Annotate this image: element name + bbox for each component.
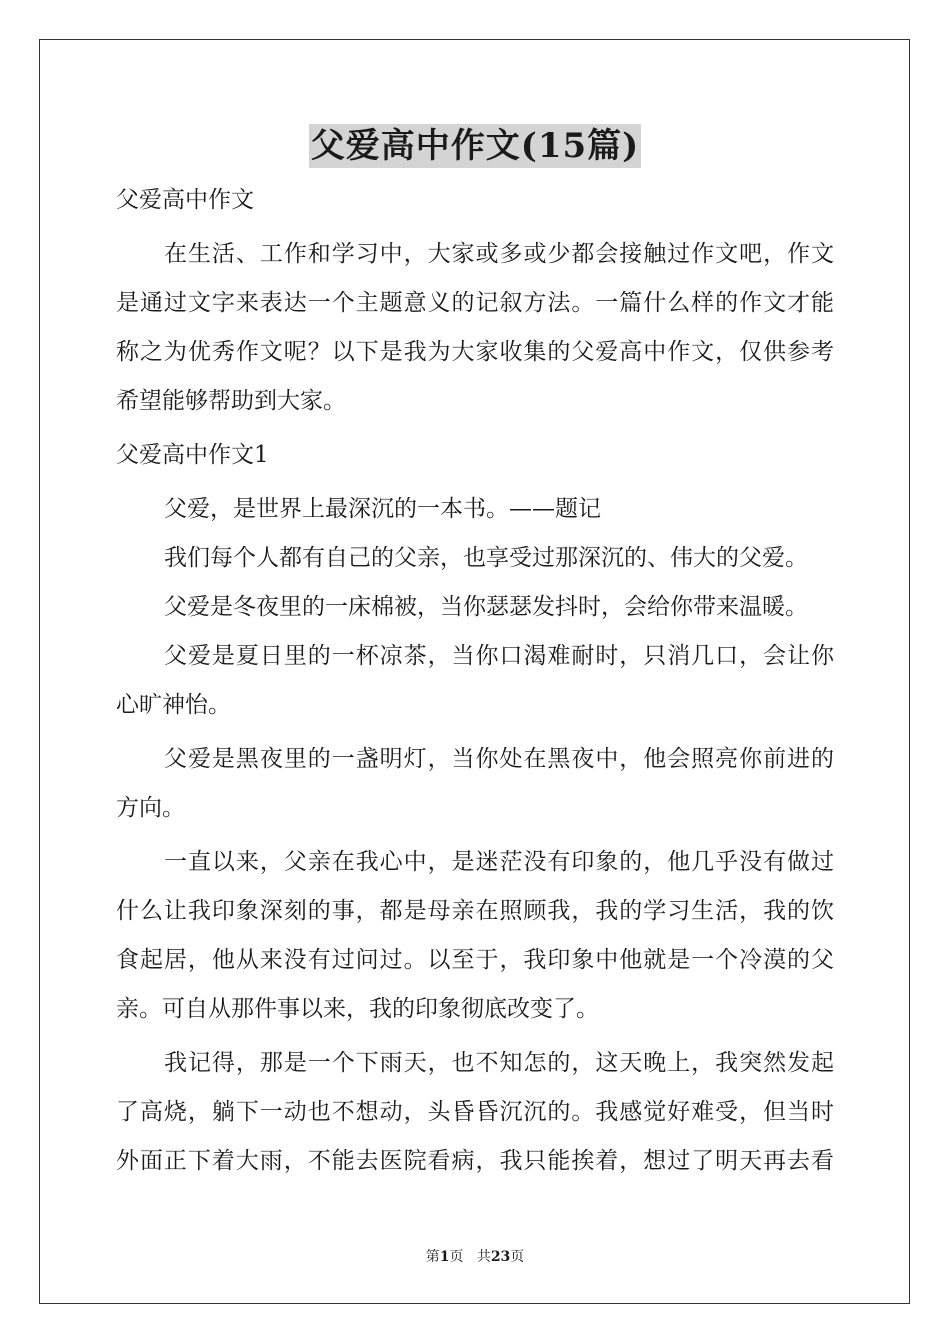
paragraph-line: 父爱是冬夜里的一床棉被，当你瑟瑟发抖时，会给你带来温暖。	[164, 594, 808, 620]
essay-heading: 父爱高中作文1	[116, 442, 269, 468]
paragraph-line: 我记得，那是一个下雨天，也不知怎的，这天晚上，我突然发起	[164, 1050, 834, 1076]
document-title: 父爱高中作文(15篇)	[310, 126, 640, 166]
paragraph-line: 父爱是黑夜里的一盏明灯，当你处在黑夜中，他会照亮你前进的	[164, 746, 834, 772]
paragraph-line: 外面正下着大雨，不能去医院看病，我只能挨着，想过了明天再去看	[116, 1148, 834, 1174]
footer-total-pages: 23	[490, 1249, 511, 1265]
page-footer	[0, 1246, 950, 1266]
intro-line: 希望能够帮助到大家。	[116, 388, 346, 414]
paragraph-line: 一直以来，父亲在我心中，是迷茫没有印象的，他几乎没有做过	[164, 849, 834, 875]
section-heading: 父爱高中作文	[116, 187, 254, 213]
footer-page-suffix: 页	[449, 1249, 464, 1265]
document-body	[116, 176, 834, 1186]
footer-prefix: 第	[425, 1249, 440, 1265]
paragraph-line: 什么让我印象深刻的事，都是母亲在照顾我，我的学习生活，我的饮	[116, 898, 834, 924]
intro-line: 称之为优秀作文呢？以下是我为大家收集的父爱高中作文，仅供参考	[116, 339, 834, 365]
paragraph-line: 父爱，是世界上最深沉的一本书。——题记	[164, 496, 601, 522]
intro-line: 是通过文字来表达一个主题意义的记叙方法。一篇什么样的作文才能	[116, 290, 834, 316]
paragraph-line: 心旷神怡。	[116, 692, 231, 718]
paragraph-line: 我们每个人都有自己的父亲，也享受过那深沉的、伟大的父爱。	[164, 545, 808, 571]
paragraph-line: 食起居，他从来没有过问过。以至于，我印象中他就是一个冷漠的父	[116, 947, 834, 973]
paragraph-line: 亲。可自从那件事以来，我的印象彻底改变了。	[116, 996, 599, 1022]
paragraph-line: 父爱是夏日里的一杯凉茶，当你口渴难耐时，只消几口，会让你	[164, 643, 834, 669]
footer-page-number: 1	[439, 1249, 450, 1265]
intro-line: 在生活、工作和学习中，大家或多或少都会接触过作文吧，作文	[164, 241, 834, 267]
footer-total-suffix: 页	[510, 1249, 525, 1265]
footer-total-prefix: 共	[476, 1249, 491, 1265]
title-wrap	[0, 124, 950, 168]
paragraph-line: 方向。	[116, 795, 185, 821]
paragraph-line: 了高烧，躺下一动也不想动，头昏昏沉沉的。我感觉好难受，但当时	[116, 1099, 834, 1125]
